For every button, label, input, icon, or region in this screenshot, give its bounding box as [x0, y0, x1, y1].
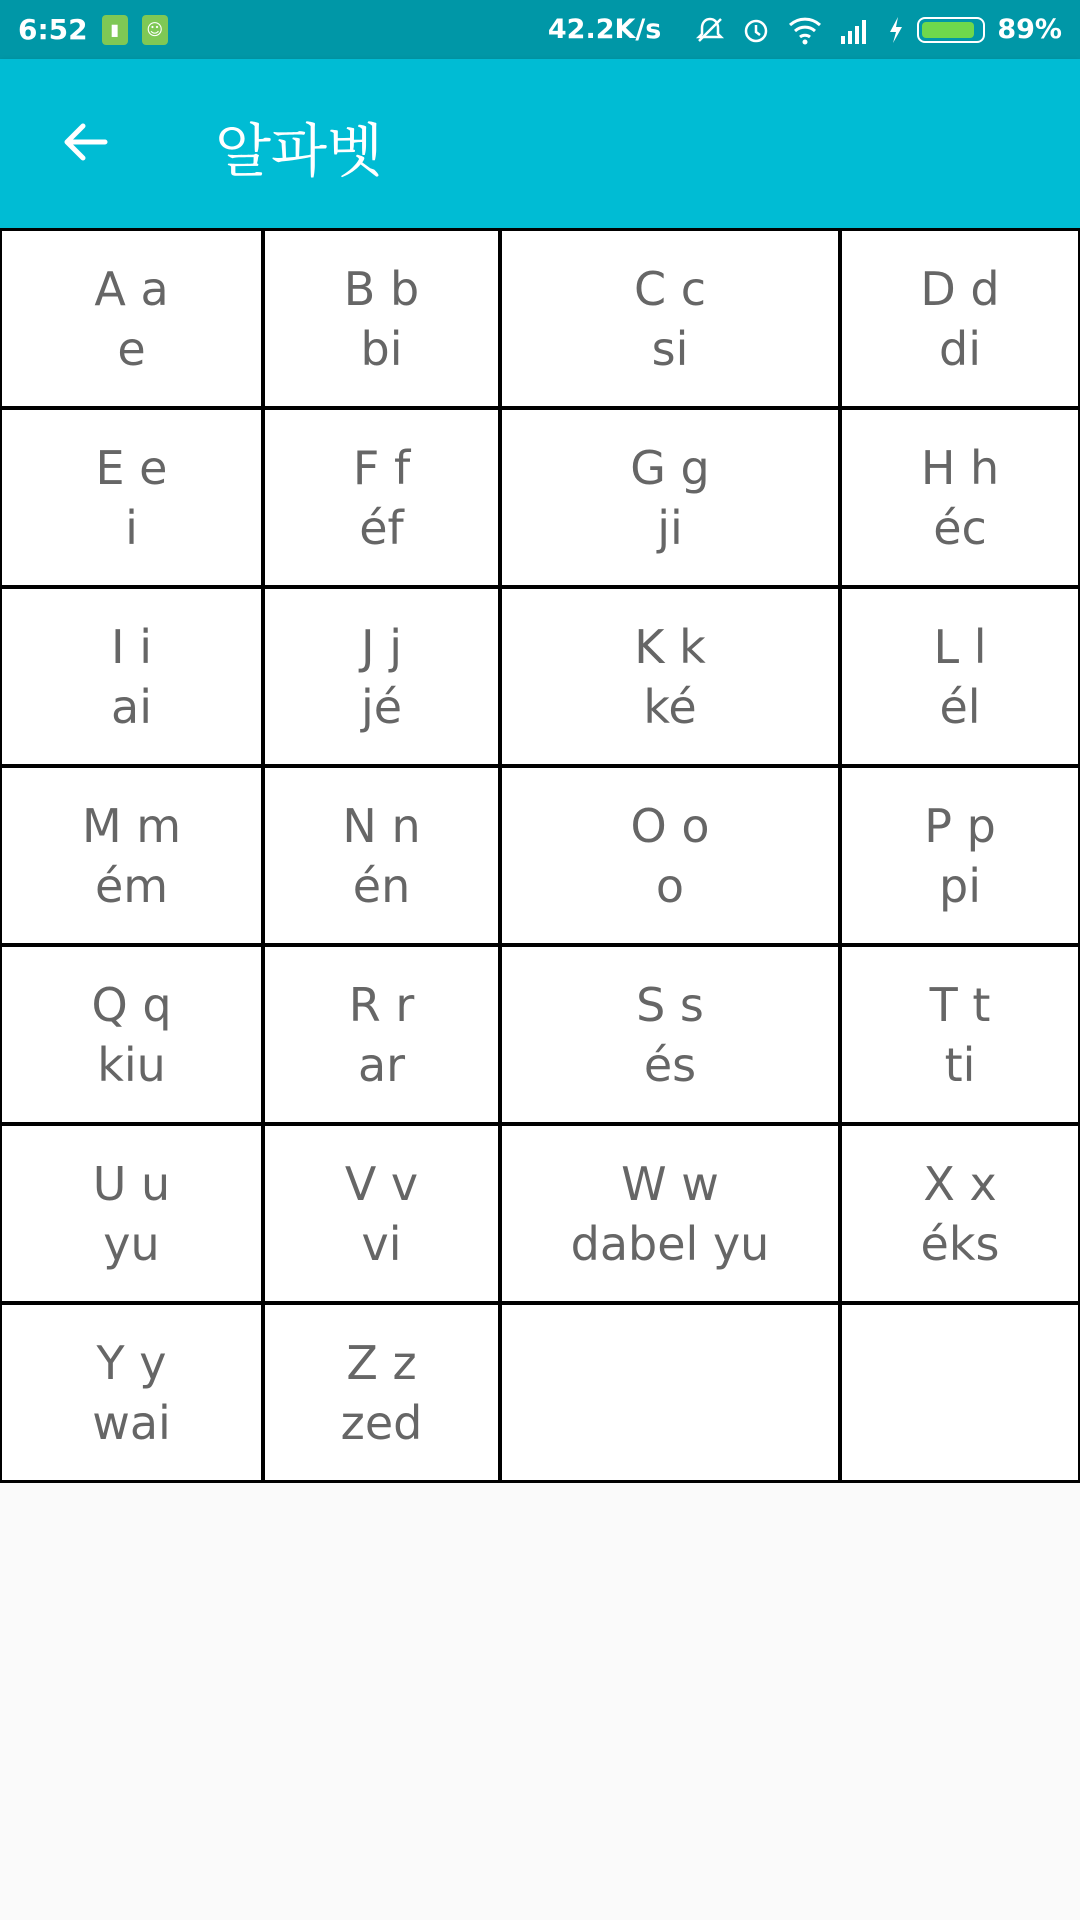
letter-glyph: S s [636, 977, 704, 1032]
letter-name: e [117, 321, 146, 376]
letter-glyph: O o [630, 798, 710, 853]
alphabet-grid [0, 229, 1080, 1482]
letter-glyph: D d [920, 261, 1000, 316]
letter-cell[interactable] [0, 586, 264, 767]
wifi-icon [787, 15, 823, 45]
letter-name: bi [360, 321, 403, 376]
letter-cell[interactable] [839, 586, 1080, 767]
letter-cell[interactable] [0, 228, 264, 409]
page-title: 알파벳 [215, 117, 384, 185]
letter-name: ji [657, 500, 683, 555]
battery-percent: 89% [997, 14, 1062, 45]
sim-icon: ▮ [102, 15, 128, 45]
letter-glyph: W w [621, 1156, 719, 1211]
letter-name: éks [920, 1216, 1000, 1271]
letter-name: ém [94, 858, 169, 913]
network-speed: 42.2K/s [547, 14, 662, 45]
letter-name: él [939, 679, 981, 734]
letter-name: pi [939, 858, 981, 913]
letter-cell[interactable] [839, 944, 1080, 1125]
letter-cell[interactable] [262, 228, 501, 409]
letter-cell[interactable] [839, 765, 1080, 946]
letter-glyph: N n [342, 798, 421, 853]
letter-glyph: F f [352, 440, 411, 495]
letter-name: o [655, 858, 685, 913]
letter-cell[interactable] [499, 765, 841, 946]
letter-glyph: T t [929, 977, 991, 1032]
letter-cell[interactable] [262, 944, 501, 1125]
signal-icon [839, 16, 871, 44]
battery-level [922, 22, 974, 38]
letter-cell[interactable] [262, 407, 501, 588]
letter-name: éc [933, 500, 987, 555]
letter-name: és [643, 1037, 697, 1092]
letter-cell[interactable] [499, 944, 841, 1125]
letter-cell[interactable] [839, 228, 1080, 409]
letter-cell[interactable] [0, 944, 264, 1125]
letter-name: di [939, 321, 981, 376]
status-bar [0, 0, 1080, 59]
letter-glyph: Y y [96, 1335, 167, 1390]
letter-name: ar [357, 1037, 406, 1092]
letter-glyph: M m [81, 798, 182, 853]
letter-glyph: Z z [346, 1335, 417, 1390]
battery-icon [917, 17, 985, 43]
letter-name: kiu [97, 1037, 166, 1092]
letter-glyph: V v [344, 1156, 419, 1211]
letter-name: én [352, 858, 411, 913]
back-button[interactable] [40, 97, 130, 187]
letter-cell[interactable] [499, 1123, 841, 1304]
letter-cell[interactable] [0, 765, 264, 946]
letter-name: i [125, 500, 138, 555]
letter-glyph: A a [94, 261, 169, 316]
letter-glyph: U u [92, 1156, 171, 1211]
letter-cell[interactable] [262, 1302, 501, 1483]
status-left [18, 13, 182, 46]
letter-glyph: P p [924, 798, 996, 853]
alarm-icon [741, 15, 771, 45]
letter-cell[interactable] [262, 1123, 501, 1304]
letter-cell[interactable] [499, 407, 841, 588]
clock: 6:52 [18, 13, 88, 46]
letter-name: ai [111, 679, 152, 734]
letter-glyph: C c [633, 261, 707, 316]
letter-glyph: J j [361, 619, 402, 674]
letter-name: dabel yu [570, 1216, 770, 1271]
letter-cell[interactable] [499, 228, 841, 409]
letter-glyph: Q q [91, 977, 172, 1032]
charging-icon [887, 15, 905, 45]
letter-name: si [651, 321, 689, 376]
letter-cell [499, 1302, 841, 1483]
letter-name: vi [361, 1216, 402, 1271]
letter-glyph: E e [95, 440, 168, 495]
letter-glyph: L l [933, 619, 987, 674]
letter-name: ké [643, 679, 697, 734]
letter-name: yu [103, 1216, 160, 1271]
letter-glyph: B b [343, 261, 420, 316]
letter-glyph: H h [920, 440, 1000, 495]
letter-cell[interactable] [839, 1123, 1080, 1304]
app-bar [0, 59, 1080, 229]
letter-cell[interactable] [0, 407, 264, 588]
mute-bell-icon [695, 15, 725, 45]
status-right [548, 14, 1062, 45]
letter-name: ti [944, 1037, 976, 1092]
letter-cell[interactable] [262, 586, 501, 767]
arrow-left-icon [57, 114, 113, 170]
letter-name: zed [340, 1395, 423, 1450]
letter-glyph: K k [634, 619, 706, 674]
letter-cell[interactable] [0, 1302, 264, 1483]
letter-cell [839, 1302, 1080, 1483]
letter-glyph: X x [923, 1156, 997, 1211]
letter-glyph: R r [348, 977, 415, 1032]
letter-name: jé [360, 679, 403, 734]
letter-cell[interactable] [499, 586, 841, 767]
letter-cell[interactable] [262, 765, 501, 946]
android-icon: ☺ [142, 15, 168, 45]
letter-name: éf [359, 500, 404, 555]
letter-cell[interactable] [0, 1123, 264, 1304]
letter-cell[interactable] [839, 407, 1080, 588]
letter-name: wai [92, 1395, 171, 1450]
letter-glyph: G g [630, 440, 710, 495]
letter-glyph: I i [111, 619, 152, 674]
